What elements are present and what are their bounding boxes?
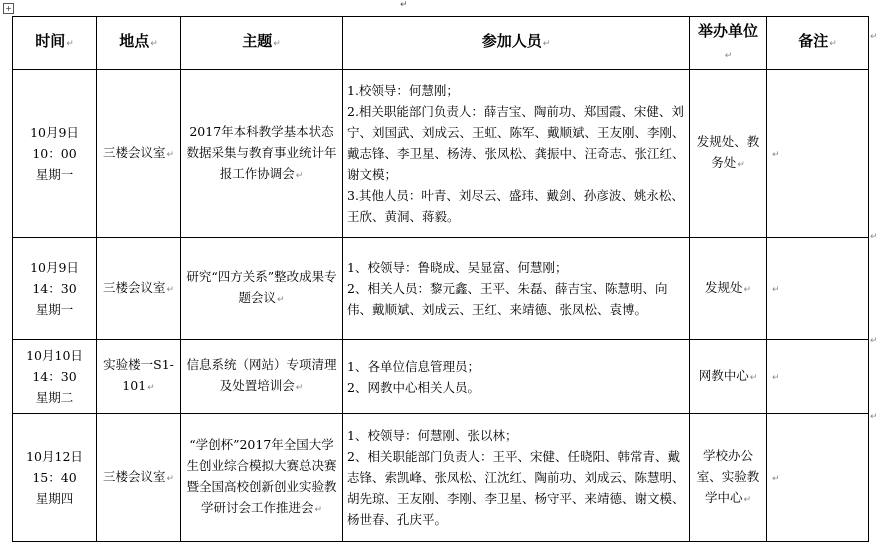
header-row bbox=[13, 17, 869, 70]
participants-cell: 1、各单位信息管理员； 2、网教中心相关人员。 bbox=[343, 340, 690, 414]
end-of-row-mark-icon: ↵ bbox=[870, 232, 878, 242]
time-cell: 10月9日 10：00 星期一 bbox=[13, 70, 97, 238]
note-cell: ↵ bbox=[767, 414, 869, 542]
place-cell: 三楼会议室↵ bbox=[97, 70, 181, 238]
end-of-row-mark-icon: ↵ bbox=[870, 336, 878, 346]
table-row bbox=[13, 414, 869, 542]
note-cell: ↵ bbox=[767, 238, 869, 340]
time-cell: 10月10日 14：30 星期二 bbox=[13, 340, 97, 414]
topic-cell: 研究“四方关系”整改成果专题会议↵ bbox=[181, 238, 343, 340]
participants-cell: 1、校领导：鲁晓成、吴显富、何慧刚； 2、相关人员：黎元鑫、王平、朱磊、薛吉宝、陈慧明、向伟、戴顺斌、刘成云、王红、来靖德、张凤松、袁博。 bbox=[343, 238, 690, 340]
topic-cell: 2017年本科教学基本状态数据采集与教育事业统计年报工作协调会↵ bbox=[181, 70, 343, 238]
header-place: 地点↵ bbox=[97, 17, 181, 70]
note-cell: ↵ bbox=[767, 70, 869, 238]
header-note: 备注↵ bbox=[767, 17, 869, 70]
organizer-cell: 发规处、教务处↵ bbox=[690, 70, 767, 238]
header-organizer: 举办单位↵ bbox=[690, 17, 767, 70]
participants-cell: 1、校领导：何慧刚、张以林； 2、相关职能部门负责人：王平、宋健、任晓阳、韩常青、戴志锋、索凯峰、张凤松、江沈红、陶前功、刘成云、陈慧明、胡先琼、王友刚、李刚、李卫星、杨守平、来靖德、谢文模、杨世春、孔庆平。 bbox=[343, 414, 690, 542]
end-of-row-mark-icon: ↵ bbox=[870, 32, 878, 42]
time-cell: 10月12日 15：40 星期四 bbox=[13, 414, 97, 542]
organizer-cell: 学校办公室、实验教学中心↵ bbox=[690, 414, 767, 542]
topic-cell: 信息系统（网站）专项清理及处置培训会↵ bbox=[181, 340, 343, 414]
place-cell: 实验楼一S1-101↵ bbox=[97, 340, 181, 414]
end-of-row-mark-icon: ↵ bbox=[870, 412, 878, 422]
table-row bbox=[13, 70, 869, 238]
place-cell: 三楼会议室↵ bbox=[97, 238, 181, 340]
table-row bbox=[13, 238, 869, 340]
schedule-table bbox=[12, 16, 869, 542]
time-cell: 10月9日 14：30 星期一 bbox=[13, 238, 97, 340]
paragraph-mark-icon: ↵ bbox=[400, 0, 408, 10]
organizer-cell: 发规处↵ bbox=[690, 238, 767, 340]
header-time: 时间↵ bbox=[13, 17, 97, 70]
place-cell: 三楼会议室↵ bbox=[97, 414, 181, 542]
header-topic: 主题↵ bbox=[181, 17, 343, 70]
header-participants: 参加人员↵ bbox=[343, 17, 690, 70]
participants-cell: 1.校领导：何慧刚； 2.相关职能部门负责人：薛吉宝、陶前功、郑国霞、宋健、刘宁、刘国武、刘成云、王虹、陈军、戴顺斌、王友刚、李刚、戴志锋、李卫星、杨涛、张凤松、龚振中、汪奇志、张江红、谢文模； 3.其他人员：叶青、刘尽云、盛玮、戴剑、孙彦波、姚永松、王欣、黄洞、蒋毅。 bbox=[343, 70, 690, 238]
topic-cell: “学创杯”2017年全国大学生创业综合模拟大赛总决赛暨全国高校创新创业实验教学研讨会工作推进会↵ bbox=[181, 414, 343, 542]
table-move-handle-icon[interactable]: + bbox=[3, 3, 14, 14]
table-row bbox=[13, 340, 869, 414]
note-cell: ↵ bbox=[767, 340, 869, 414]
organizer-cell: 网教中心↵ bbox=[690, 340, 767, 414]
